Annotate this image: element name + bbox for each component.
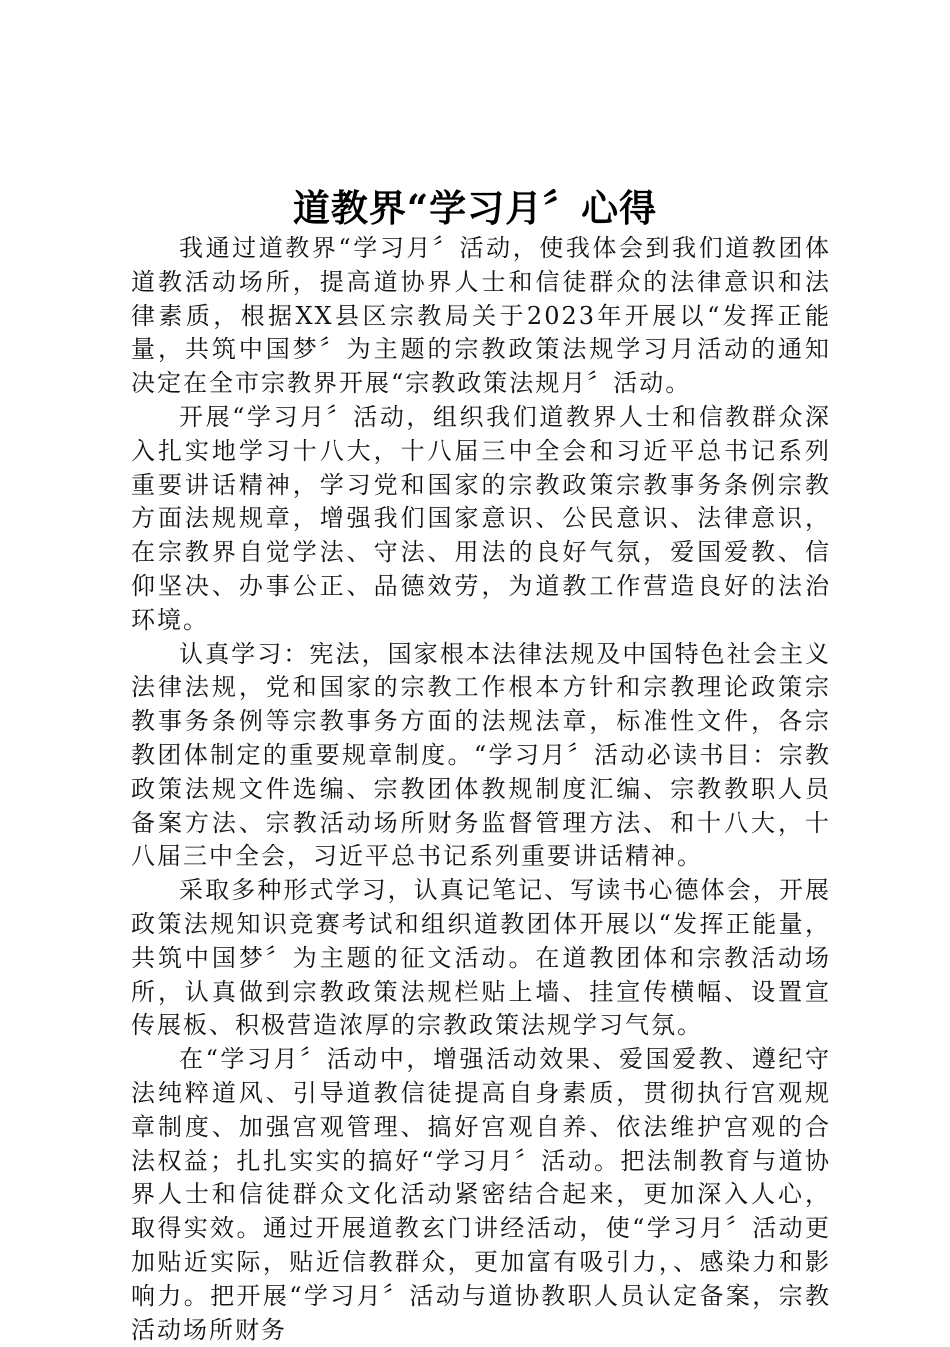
paragraph-4: 采取多种形式学习，认真记笔记、写读书心德体会，开展政策法规知识竞赛考试和组织道教团体开展以“发挥正能量，共筑中国梦〞为主题的征文活动。在道教团体和宗教活动场所，认真做到宗教政策法规栏贴上墙、挂宣传横幅、设置宣传展板、积极营造浓厚的宗教政策法规学习气氛。 [131,876,831,1040]
document-title: 道教界“学习月〞心得 [292,186,658,230]
paragraph-1: 我通过道教界“学习月〞活动，使我体会到我们道教团体道教活动场所，提高道协界人士和信徒群众的法律意识和法律素质，根据XX县区宗教局关于2023年开展以“发挥正能量，共筑中国梦〞为主题的宗教政策法规学习月活动的通知决定在全市宗教界开展“宗教政策法规月〞活动。 [131,234,831,398]
paragraph-2: 开展“学习月〞活动，组织我们道教界人士和信教群众深入扎实地学习十八大，十八届三中全会和习近平总书记系列重要讲话精神，学习党和国家的宗教政策宗教事务条例宗教方面法规规章，增强我们国家意识、公民意识、法律意识，在宗教界自觉学法、守法、用法的良好气氛，爱国爱教、信仰坚决、办事公正、品德效劳，为道教工作营造良好的法治环境。 [131,402,831,634]
document-body [131,232,831,1347]
paragraph-5: 在“学习月〞活动中，增强活动效果、爱国爱教、遵纪守法纯粹道风、引导道教信徒提高自身素质，贯彻执行宫观规章制度、加强宫观管理、搞好宫观自养、依法维护宫观的合法权益；扎扎实实的搞好“学习月〞活动。把法制教育与道协界人士和信徒群众文化活动紧密结合起来，更加深入人心，取得实效。通过开展道教玄门讲经活动，使“学习月〞活动更加贴近实际，贴近信教群众，更加富有吸引力，、感染力和影响力。把开展“学习月〞活动与道协教职人员认定备案，宗教活动场所财务 [131,1045,831,1344]
paragraph-3: 认真学习：宪法，国家根本法律法规及中国特色社会主义法律法规，党和国家的宗教工作根本方针和宗教理论政策宗教事务条例等宗教事务方面的法规法章，标准性文件，各宗教团体制定的重要规章制度。“学习月〞活动必读书目：宗教政策法规文件选编、宗教团体教规制度汇编、宗教教职人员备案方法、宗教活动场所财务监督管理方法、和十八大，十八届三中全会，习近平总书记系列重要讲话精神。 [131,639,831,871]
